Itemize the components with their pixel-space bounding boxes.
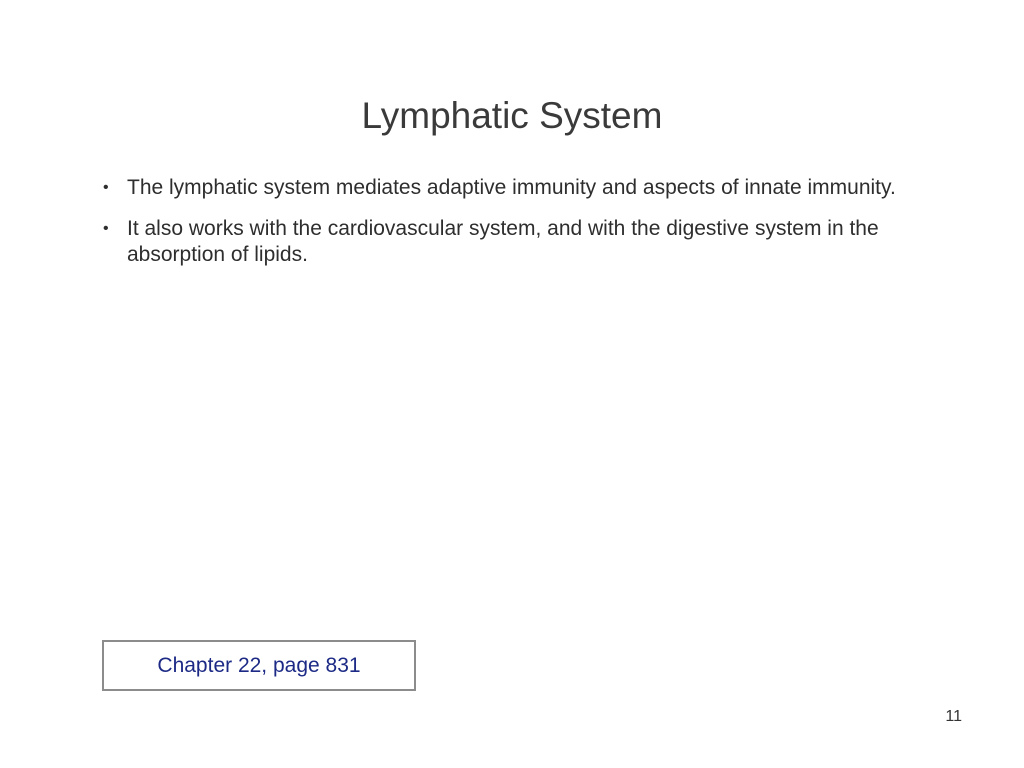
bullet-marker: • xyxy=(103,179,109,196)
bullet-text: It also works with the cardiovascular system, and with the digestive system in the absorption of lipids. xyxy=(127,217,879,266)
bullet-text: The lymphatic system mediates adaptive immunity and aspects of innate immunity. xyxy=(127,176,896,199)
bullet-item xyxy=(103,175,903,201)
slide-title: Lymphatic System xyxy=(361,95,663,136)
bullet-marker: • xyxy=(103,220,109,237)
chapter-reference-text: Chapter 22, page 831 xyxy=(157,653,361,677)
bullet-item xyxy=(103,216,903,268)
page-number: 11 xyxy=(945,708,962,725)
bullet-list xyxy=(103,175,903,283)
chapter-reference-box xyxy=(102,640,416,691)
